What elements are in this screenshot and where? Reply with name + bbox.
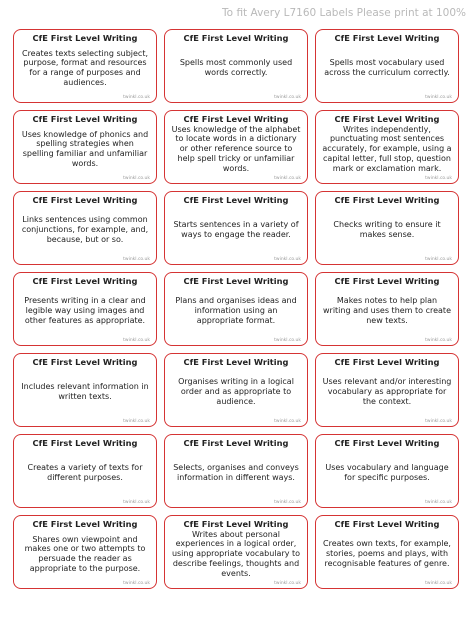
label-title: CfE First Level Writing bbox=[334, 33, 440, 43]
label-card bbox=[164, 434, 308, 508]
label-credit: twinkl.co.uk bbox=[123, 581, 150, 586]
label-title: CfE First Level Writing bbox=[183, 114, 289, 124]
label-title: CfE First Level Writing bbox=[334, 519, 440, 529]
label-text: Uses vocabulary and language for specific purposes. bbox=[325, 463, 449, 482]
label-card bbox=[164, 191, 308, 265]
label-text: Creates a variety of texts for different purposes. bbox=[27, 463, 143, 482]
label-card bbox=[13, 272, 157, 346]
label-text: Writes about personal experiences in a logical order, using appropriate vocabulary to describe feelings, thoughts and events. bbox=[171, 529, 301, 578]
label-text: Uses knowledge of the alphabet to locate words in a dictionary or other reference source to help spell tricky or unfamiliar words. bbox=[171, 124, 301, 173]
label-text: Makes notes to help plan writing and uses them to create new texts. bbox=[322, 296, 451, 325]
label-credit: twinkl.co.uk bbox=[425, 176, 452, 181]
label-card bbox=[164, 515, 308, 589]
label-title: CfE First Level Writing bbox=[32, 33, 138, 43]
label-credit: twinkl.co.uk bbox=[425, 338, 452, 343]
label-credit: twinkl.co.uk bbox=[274, 338, 301, 343]
label-card bbox=[164, 272, 308, 346]
label-text: Organises writing in a logical order and as appropriate to audience. bbox=[178, 377, 294, 406]
label-card bbox=[315, 272, 459, 346]
label-credit: twinkl.co.uk bbox=[425, 500, 452, 505]
label-title: CfE First Level Writing bbox=[334, 357, 440, 367]
label-card bbox=[315, 29, 459, 103]
label-credit: twinkl.co.uk bbox=[425, 95, 452, 100]
label-text: Links sentences using common conjunctions, for example, and, because, but or so. bbox=[21, 215, 149, 244]
label-card bbox=[164, 353, 308, 427]
label-card bbox=[315, 110, 459, 184]
label-title: CfE First Level Writing bbox=[183, 519, 289, 529]
label-title: CfE First Level Writing bbox=[183, 276, 289, 286]
label-card bbox=[315, 515, 459, 589]
label-credit: twinkl.co.uk bbox=[274, 257, 301, 262]
label-card bbox=[164, 29, 308, 103]
label-text: Checks writing to ensure it makes sense. bbox=[333, 220, 441, 239]
label-text: Writes independently, punctuating most sentences accurately, for example, using a capital letter, full stop, question mark or exclamation mark. bbox=[322, 124, 452, 173]
label-credit: twinkl.co.uk bbox=[274, 581, 301, 586]
print-instruction-note: To fit Avery L7160 Labels Please print at 100% bbox=[222, 7, 466, 19]
label-card bbox=[13, 434, 157, 508]
label-text: Presents writing in a clear and legible way using images and other features as appropriate. bbox=[24, 296, 146, 325]
label-title: CfE First Level Writing bbox=[32, 276, 138, 286]
label-title: CfE First Level Writing bbox=[32, 357, 138, 367]
label-text: Uses relevant and/or interesting vocabulary as appropriate for the context. bbox=[322, 377, 452, 406]
label-title: CfE First Level Writing bbox=[32, 114, 138, 124]
label-card bbox=[13, 191, 157, 265]
label-credit: twinkl.co.uk bbox=[123, 338, 150, 343]
label-card bbox=[13, 110, 157, 184]
label-credit: twinkl.co.uk bbox=[425, 257, 452, 262]
label-sheet bbox=[13, 29, 459, 589]
label-credit: twinkl.co.uk bbox=[274, 95, 301, 100]
label-title: CfE First Level Writing bbox=[334, 114, 440, 124]
label-text: Shares own viewpoint and makes one or two attempts to persuade the reader as appropriate to the purpose. bbox=[24, 534, 146, 573]
label-title: CfE First Level Writing bbox=[334, 276, 440, 286]
label-credit: twinkl.co.uk bbox=[274, 419, 301, 424]
label-text: Includes relevant information in written texts. bbox=[21, 382, 149, 401]
label-text: Spells most commonly used words correctly. bbox=[179, 58, 293, 77]
label-card bbox=[13, 29, 157, 103]
label-title: CfE First Level Writing bbox=[183, 195, 289, 205]
label-title: CfE First Level Writing bbox=[183, 438, 289, 448]
label-card bbox=[13, 515, 157, 589]
label-card bbox=[315, 434, 459, 508]
label-text: Plans and organises ideas and information using an appropriate format. bbox=[175, 296, 297, 325]
label-text: Starts sentences in a variety of ways to engage the reader. bbox=[173, 220, 299, 239]
label-card bbox=[315, 191, 459, 265]
label-text: Uses knowledge of phonics and spelling strategies when spelling familiar and unfamiliar words. bbox=[21, 129, 149, 168]
label-credit: twinkl.co.uk bbox=[123, 419, 150, 424]
label-credit: twinkl.co.uk bbox=[123, 95, 150, 100]
label-text: Creates own texts, for example, stories, poems and plays, with recognisable features of genre. bbox=[323, 539, 451, 568]
label-credit: twinkl.co.uk bbox=[425, 581, 452, 586]
label-credit: twinkl.co.uk bbox=[123, 176, 150, 181]
label-title: CfE First Level Writing bbox=[183, 357, 289, 367]
label-credit: twinkl.co.uk bbox=[425, 419, 452, 424]
label-credit: twinkl.co.uk bbox=[123, 257, 150, 262]
label-credit: twinkl.co.uk bbox=[274, 500, 301, 505]
label-title: CfE First Level Writing bbox=[32, 195, 138, 205]
label-card bbox=[315, 353, 459, 427]
label-text: Spells most vocabulary used across the curriculum correctly. bbox=[324, 58, 450, 77]
label-card bbox=[13, 353, 157, 427]
label-title: CfE First Level Writing bbox=[32, 438, 138, 448]
label-title: CfE First Level Writing bbox=[334, 195, 440, 205]
label-title: CfE First Level Writing bbox=[32, 519, 138, 529]
label-credit: twinkl.co.uk bbox=[123, 500, 150, 505]
label-text: Selects, organises and conveys information in different ways. bbox=[173, 463, 299, 482]
label-title: CfE First Level Writing bbox=[183, 33, 289, 43]
label-credit: twinkl.co.uk bbox=[274, 176, 301, 181]
label-text: Creates texts selecting subject, purpose, format and resources for a range of purposes and audiences. bbox=[21, 48, 148, 87]
label-card bbox=[164, 110, 308, 184]
label-title: CfE First Level Writing bbox=[334, 438, 440, 448]
